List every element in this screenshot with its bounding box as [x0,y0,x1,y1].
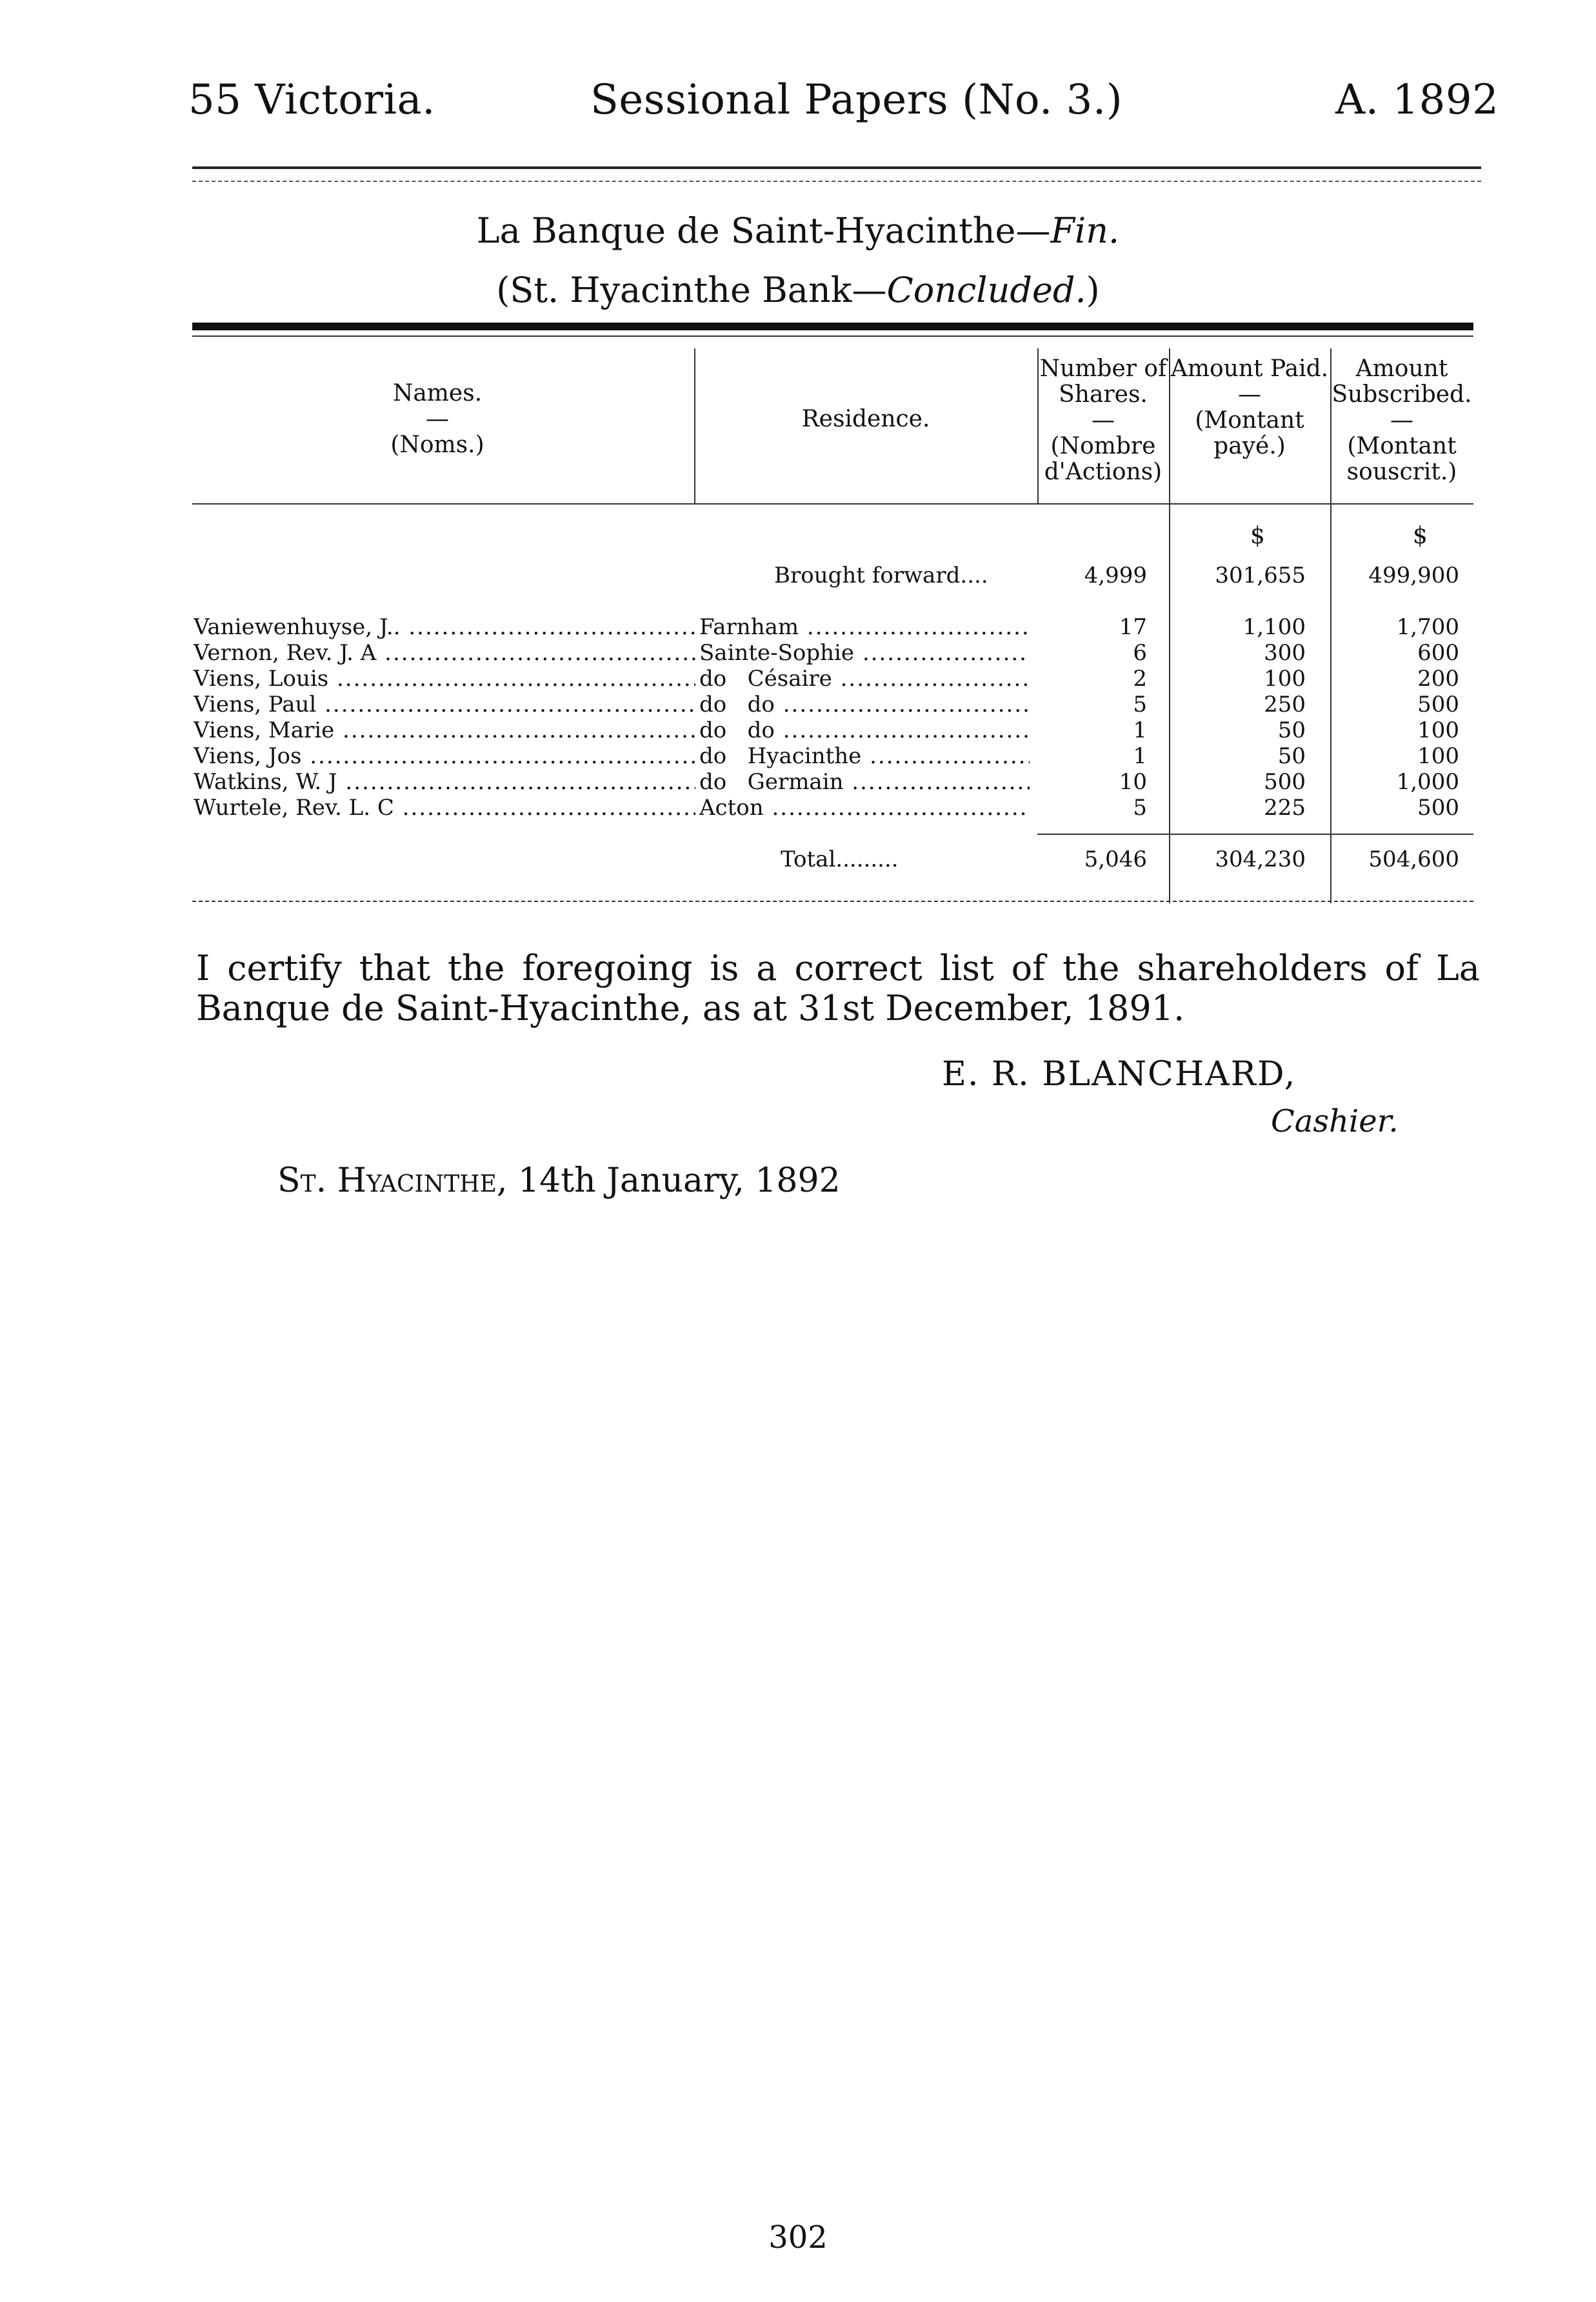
shareholder-residence: Acton ..... [699,795,1030,821]
table-row [192,743,1473,769]
header-dash: — [1238,381,1261,408]
total-shares: 5,046 [1084,846,1147,872]
header-bottom-rule [192,503,1473,505]
table-row [192,614,1473,640]
table-row [192,795,1473,821]
shareholder-paid: 250 [1264,692,1306,717]
currency-paid: $ [1250,523,1265,549]
shareholder-paid: 50 [1277,743,1306,769]
shareholder-subscribed: 200 [1417,666,1459,692]
shareholder-name: Viens, Marie ..... [194,717,695,743]
shareholder-residence: do Césaire ..... [699,666,1030,692]
header-paid [1169,356,1330,459]
shareholder-paid: 500 [1264,769,1306,795]
shareholder-subscribed: 600 [1417,640,1459,666]
shareholder-shares: 1 [1133,743,1147,769]
header-rule-dashed [192,181,1481,182]
shareholder-shares: 5 [1133,692,1147,717]
header-dash: — [1092,407,1115,434]
shareholder-name: Viens, Louis ..... [194,666,695,692]
signature-name: E. R. BLANCHARD, [942,1055,1297,1094]
place-date [277,1161,841,1200]
table-row [192,640,1473,666]
shareholder-shares: 6 [1133,640,1147,666]
brought-forward-paid: 301,655 [1215,563,1306,588]
shareholder-name: Wurtele, Rev. L. C ..... [194,795,695,821]
title-line2-end: ) [1086,270,1100,310]
shareholder-shares: 2 [1133,666,1147,692]
shareholder-residence: do do ..... [699,717,1030,743]
shareholder-subscribed: 1,700 [1396,614,1459,640]
title-line1-main: La Banque de Saint-Hyacinthe— [476,210,1051,251]
table-row [192,769,1473,795]
table-row [192,692,1473,717]
table-row [192,666,1473,692]
shareholder-subscribed: 500 [1417,692,1459,717]
brought-forward-shares: 4,999 [1084,563,1147,588]
shareholder-shares: 1 [1133,717,1147,743]
table-bottom-rule [192,901,1473,902]
shareholder-subscribed: 500 [1417,795,1459,821]
shareholders-table [192,348,1473,903]
shareholder-residence: Farnham ..... [699,614,1030,640]
shareholder-shares: 10 [1119,769,1147,795]
shareholder-residence: do do ..... [699,692,1030,717]
header-names [192,381,683,458]
shareholder-name: Viens, Jos ..... [194,743,695,769]
shareholder-paid: 50 [1277,717,1306,743]
shareholder-paid: 1,100 [1242,614,1306,640]
header-shares-label: Number of Shares. [1039,355,1167,408]
shareholder-paid: 100 [1264,666,1306,692]
header-left: 55 Victoria. [188,76,435,124]
shareholder-paid: 300 [1264,640,1306,666]
header-subscribed-fr: (Montant souscrit.) [1346,433,1457,485]
shareholder-paid: 225 [1264,795,1306,821]
page-number: 302 [768,2219,828,2256]
shareholder-subscribed: 1,000 [1396,769,1459,795]
total-rule [1037,834,1473,835]
brought-forward-subscribed: 499,900 [1368,563,1459,588]
place: St. Hyacinthe, [277,1161,508,1200]
header-dash: — [426,406,449,432]
shareholder-shares: 17 [1119,614,1147,640]
shareholder-name: Vernon, Rev. J. A ..... [194,640,695,666]
table-top-rule [192,323,1473,330]
header-shares-fr: (Nombre d'Actions) [1044,433,1162,485]
header-center: Sessional Papers (No. 3.) [590,76,1123,124]
signature-title: Cashier. [1271,1103,1399,1139]
shareholder-residence: Sainte-Sophie ..... [699,640,1030,666]
shareholder-shares: 5 [1133,795,1147,821]
certification-text: I certify that the foregoing is a correct list of the shareholders of La Banque de Saint-Hyacinthe, as at 31st December, 1891. [196,948,1480,1028]
title-line1-italic: Fin. [1050,210,1120,251]
table-top-rule-thin [192,335,1473,337]
header-paid-label: Amount Paid. [1170,355,1329,382]
shareholder-name: Viens, Paul ..... [194,692,695,717]
header-paid-fr: (Montant payé.) [1195,407,1304,459]
shareholder-name: Vaniewenhuyse, J.. ..... [194,614,695,640]
brought-forward-label: Brought forward.... [774,563,988,588]
header-subscribed-label: Amount Subscribed. [1332,355,1472,408]
total-label: Total......... [781,846,899,872]
header-dash: — [1390,407,1413,434]
page-subtitle [0,270,1596,310]
page-title [0,210,1596,251]
total-row [192,846,1473,872]
currency-subscribed: $ [1413,523,1428,549]
header-subscribed [1330,356,1473,485]
header-right: A. 1892 [1335,76,1499,124]
title-line2-italic: Concluded. [886,270,1086,310]
title-line2-main: (St. Hyacinthe Bank— [496,270,887,310]
table-row [192,717,1473,743]
header-names-fr: (Noms.) [390,432,484,458]
date: 14th January, 1892 [518,1161,841,1200]
shareholder-name: Watkins, W. J ..... [194,769,695,795]
shareholder-subscribed: 100 [1417,717,1459,743]
header-rule [192,166,1481,169]
total-subscribed: 504,600 [1368,846,1459,872]
brought-forward-row [192,563,1473,588]
header-names-label: Names. [392,380,483,406]
shareholder-residence: do Hyacinthe ..... [699,743,1030,769]
header-shares [1037,356,1169,485]
header-residence: Residence. [801,406,930,432]
total-paid: 304,230 [1215,846,1306,872]
shareholder-residence: do Germain ..... [699,769,1030,795]
shareholder-subscribed: 100 [1417,743,1459,769]
